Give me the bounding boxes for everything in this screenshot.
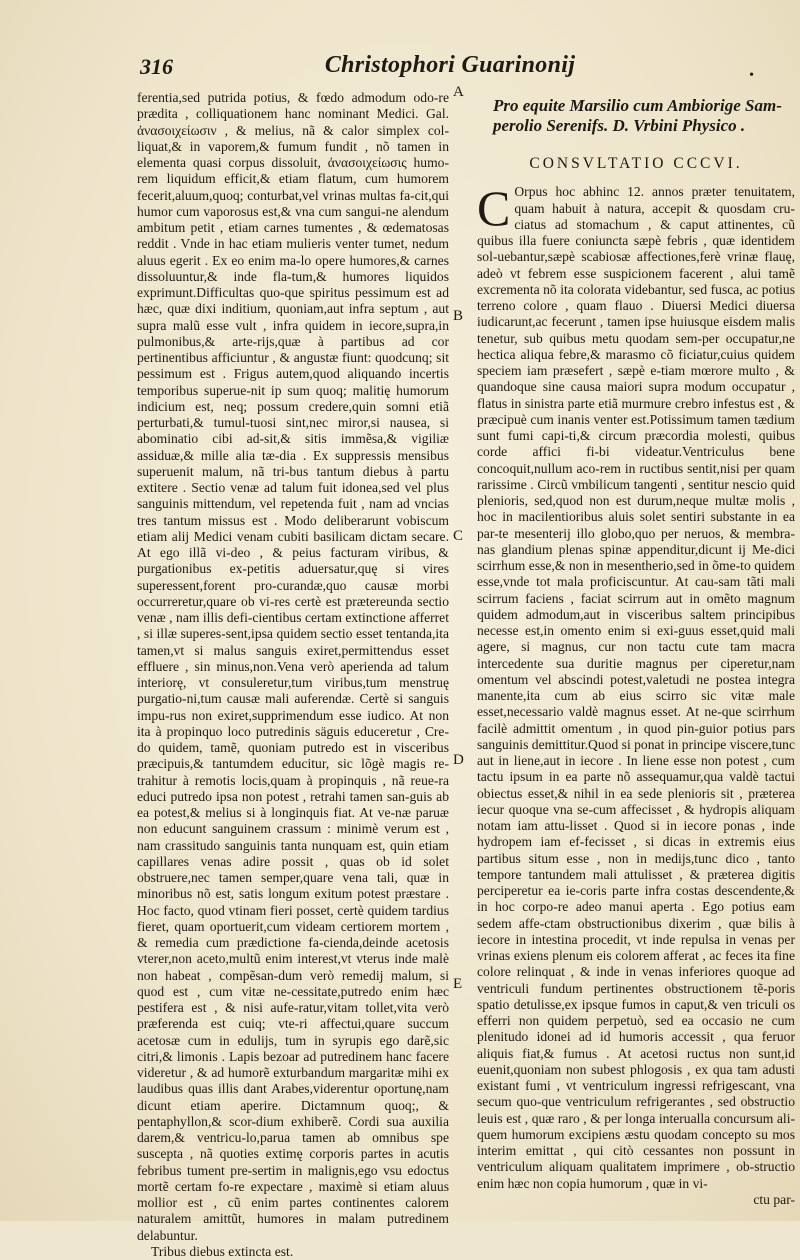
right-column-text — [477, 180, 795, 1192]
corner-mark: • — [749, 68, 754, 83]
margin-letters — [450, 0, 470, 1221]
consultation-number: CONSVLTATIO CCCVI. — [529, 155, 743, 172]
page-number: 316 — [140, 54, 173, 79]
right-column-tail: ctu par- — [753, 1191, 795, 1207]
drop-cap: C — [477, 180, 511, 237]
consultation-title: Pro equite Marsilio cum Ambiorige Sam-perolio Serenifs. D. Vrbini Physico . — [493, 96, 782, 135]
running-head: Christophori Guarinonij — [324, 52, 576, 78]
left-column — [137, 90, 449, 1260]
margin-letter-a: A — [453, 84, 464, 100]
margin-letter-c: C — [453, 528, 464, 544]
right-column-body: Orpus hoc abhinc 12. annos præter tenuitatem, quam habuit à natura, accepit & quosdam cru-ciatus ad stomachum , & caput attinentes, cũ quibus illa fuere coniuncta sæpè febris , quæ identidem sol-uebantur,sæpè scabiosæ affectiones,ferè vrinæ flauę, adeò vt febrem esse suspicionem facerent , alui tamẽ excrementa nõ ita colorata videbantur, sed fusca, ac potius terreno colore , quam flauo . Diuersi Medici diuersa iudicarunt,ac fecerunt , tamen ipse huiusque eisdem malis tenetur, sub quibus metu quodam sem-per occupatur,ne hectica aliqua febre,& marasmo cõ ficiatur,cuius quidem speciem iam præsefert , sæpè e-tiam mœrore multo , & quandoque sine causa maiori supra modum occupatur , flatus in sinistra parte etiã murmure crebro infestus est , & præcipuè cum inanis venter est.Potissimum tamen tædium sunt fumi capi-ti,& circum præcordia molesti, quibus corde affici fi-bi videatur.Ventriculus bene concoquit,nullum aco-rem in ructibus sentit,nisi per quam rarissime . Circũ vmbilicum tangenti , sentitur nescio quid plenioris, sed,quod non est durum,neque multæ molis , hoc in macilentioribus aluis solet sentiri substante in ea par-te mesenterij illo globo,quo per neruos, & membra-nas glandium plenas spinæ appenditur,dicunt ij Me-dici scirrhum esse,& non in mesentherio,sed in õme-to quidem esse,vnde tot mala proficiscuntur. At cau-sam tãti mali scirrum faciens , faciat scirrum aut in omẽto magnum quidem admodum,aut in visceribus saltem principibus necesse est,in omento enim si exi-guus esset,quid mali agere, si magnus, cur non tactu cute tam macra intercedente sua duritie magnus per ciperetur,nam omentum vel abscindi potest,valetudi ne postea integra manente,ita cum ab eius scirro sic vitæ male esset,necessario valdè magnus esset. At ne-que scirrhum facilè admittit omentum , in quod pin-guior potius pars sanguinis demittitur.Quod si ponat in principe viscere,tunc aut in liene,aut in iecore . In liene esse non potest , cum tactu ipsum in ea parte nõ assequamur,qua valdè tactui obiectus esset,& nihil in ea sede plenioris sit , præterea iecur quoque vna se-cum affecisset , & hydropis aliquam notam iam attu-lisset . Quod si in iecore ponas , inde hydropem iam ef-fecisset , si dicas in extremis eius partibus situm esse , non in medijs,tunc dico , tanto tempore tantundem mali attulisset , & præterea digitis perciperetur ea ie-coris parte infra costas descendente,& in hoc corpo-re adeo manui aperta . Ego potius eam sedem affe-ctam obstructionibus dixerim , quæ bilis à iecore in intestina procedit, vt inde repulsa in venas per vrinas exiens plenum eis colorem afferat , ac feces ita fine colore relinquat , & inde in venas inferiores quoque ad ventriculi fundum pertinentes obstructionem tẽ-poris spatio detulisse,ex ipsque fumos in caput,& ven triculi os efferri non quidem perpetuò, sed ea occasio ne cum plenitudo idonei ad id humoris accessit , qua feruor aliquis fiat,& fumus . At acetosi ructus non sunt,id euenit,quoniam non subest phlogosis , ex qua tam adusti existant fumi , vt ventriculum ingressi refrigescant, vna secum quo-que ventriculum refrigerantes , sed obstructio leuis est , quæ raro , & per longa interualla concursum ali-quem humorum excipiens æstu quodam concepto su mos interim emittat , qui citò cessantes non possunt in ventriculum aliquam qualitatem imprimere , ob-structio enim hæc non copia humorum , quæ in vi- — [477, 184, 795, 1191]
margin-letter-e: E — [453, 976, 463, 992]
margin-letter-b: B — [453, 308, 464, 324]
left-column-text: ferentia,sed putrida potius, & fœdo admodum odo-re prædita , colliquationem hanc nominant Medici. Gal. ἀνασοιχείωσιν , & melius, nã & calor simplex col-liquat,& in vaporem,& fumum fundit , nõ tamen in elementa quasi corpus dissoluit, ἀνασοιχείωσις humo-rem liquidum efficit,& etiam flatum, cum humorem fecerit,aluum,quoq; conturbat,vel vrinas multas fa-cit,qui humor cum vaporosus est,& vna cum sangui-ne alendum ambitum petit , etiam carnes tumentes , & œdematosas reddit . Vnde in hac etiam mulieris venter tumet, nedum aluus egerit . Ex eo enim ma-lo opere humores,& carnes dissoluuntur,& inde fla-tum,& humores liquidos exprimunt.Difficultas quo-que spiritus pessimum est ad hæc, quæ dixi inditium, quoniam,aut infra septum , aut supra malũ esse vult , infra quidem in iecore,supra,in pulmonibus,& arte-rijs,quæ à partibus ad cor pertinentibus afficiuntur , & angustæ fiunt: quodcunq; sit pessimum est . Frigus autem,quod aliquando incertis temporibus superue-nit ip sum quoq; malitię humorum indicium est, neq; possum credere,quin somni etiã perturbati,& tumul-tuosi sint,nec miror,si nausea, si abominatio cibi ad-sit,& sitis immẽsa,& vigiliæ assiduæ,& mille alia tæ-dia . Ex suppressis mensibus superuenit malum, nã tri-bus tantum diebus à partu extitere . Sectio venæ ad talum fuit idonea,sed vel plus sanguinis mittendum, vel repetenda fuit , nam ad vncias tres tantum missus est . Modo deliberarunt vobiscum etiam alij Medici venam cubiti basilicam dictam secare. At ego illã vi-deo , & peius facturam viribus, & purgationibus ex-petitis aduersatur,quę si vires superessent,forent pro-curandæ,quo causæ morbi occurreretur,quare ob vi-res certè est prætereunda sectio venæ , nam illis defi-cientibus certam extinctione afferret , si illæ superes-sent,ipsa quidem sectio esset tentanda,ita tamen,vt si malus sanguis exiret,permittendus esset effluere , sin minus,non.Vena verò aperienda ad talum interiorę, vt consuleretur,tum viribus,tum menstruę purgatio-ni,tum causæ mali auferendæ. Certè si sanguis impu-rus non exiret,supprimendum esse iudico. At non ita à propinquo loco putredinis säguis educeretur , Cre-do quidem, tamẽ, quoniam putredo est in visceribus præcipuis,& tantumdem educitur, sic lõgè magis re-trahitur à remotis locis,quam à propinquis , nã reue-ra educi putredo ipsa non potest , retrahi tamen san-guis ab ea potest,& melius si à longinquis fiat. At ve-næ paruæ non educunt sanguinem crassum : minimè verum est , nam crassitudo sanguinis tanta nunquam est, quin etiam capillares venas adire possit , quas ob id solet obstruere,nec tamen semper,quare vena tali, quæ in minoribus nõ est, satis longum exitum potest præstare . Hoc facto, quod vtinam fieri posset, certè quidem tardius fieret, quam oportuerit,cum videam certiorem mortem , & remedia cum prædictione fa-cienda,deinde acetosis vterer,non aceto,multũ enim interest,vt vterus inde malè non habeat , compẽsan-dum verò remedij malum, si quod est , cum vitæ ne-cessitate,putredo enim hæc pestifera est , & nisi aufe-ratur,vitam tollet,vita verò præferenda est cuiq; vte-ri affectui,quare succum acetosæ cum in edulijs, tum in syrupis ego darẽ,sic citri,& limonis . Lapis bezoar ad putredinem hanc facere videretur , & ad humorẽ exturbandum margaritæ mihi ex laudibus quas illis dant Arabes,viderentur oportunę,nam dicunt etiam aperire. Dictamnum quoq;, & pentaphyllon,& scor-dium exhiberẽ. Cordi sua auxilia darem,& ventricu-lo,parua tamen ab omnibus spe suscepta , nã quoties extimę corporis partes in acutis febribus tument pre-sertim in malignis,ego vsu edoctus mortẽ certam fo-re expectare , maximè si etiam aluus mollior est , cũ enim partes continentes calorem naturalem amittũt, humores in malam putredinem delabuntur. — [137, 90, 449, 1243]
left-column-tail: Tribus diebus extincta est. — [151, 1243, 294, 1259]
right-column — [477, 90, 795, 1208]
margin-letter-d: D — [453, 752, 464, 768]
